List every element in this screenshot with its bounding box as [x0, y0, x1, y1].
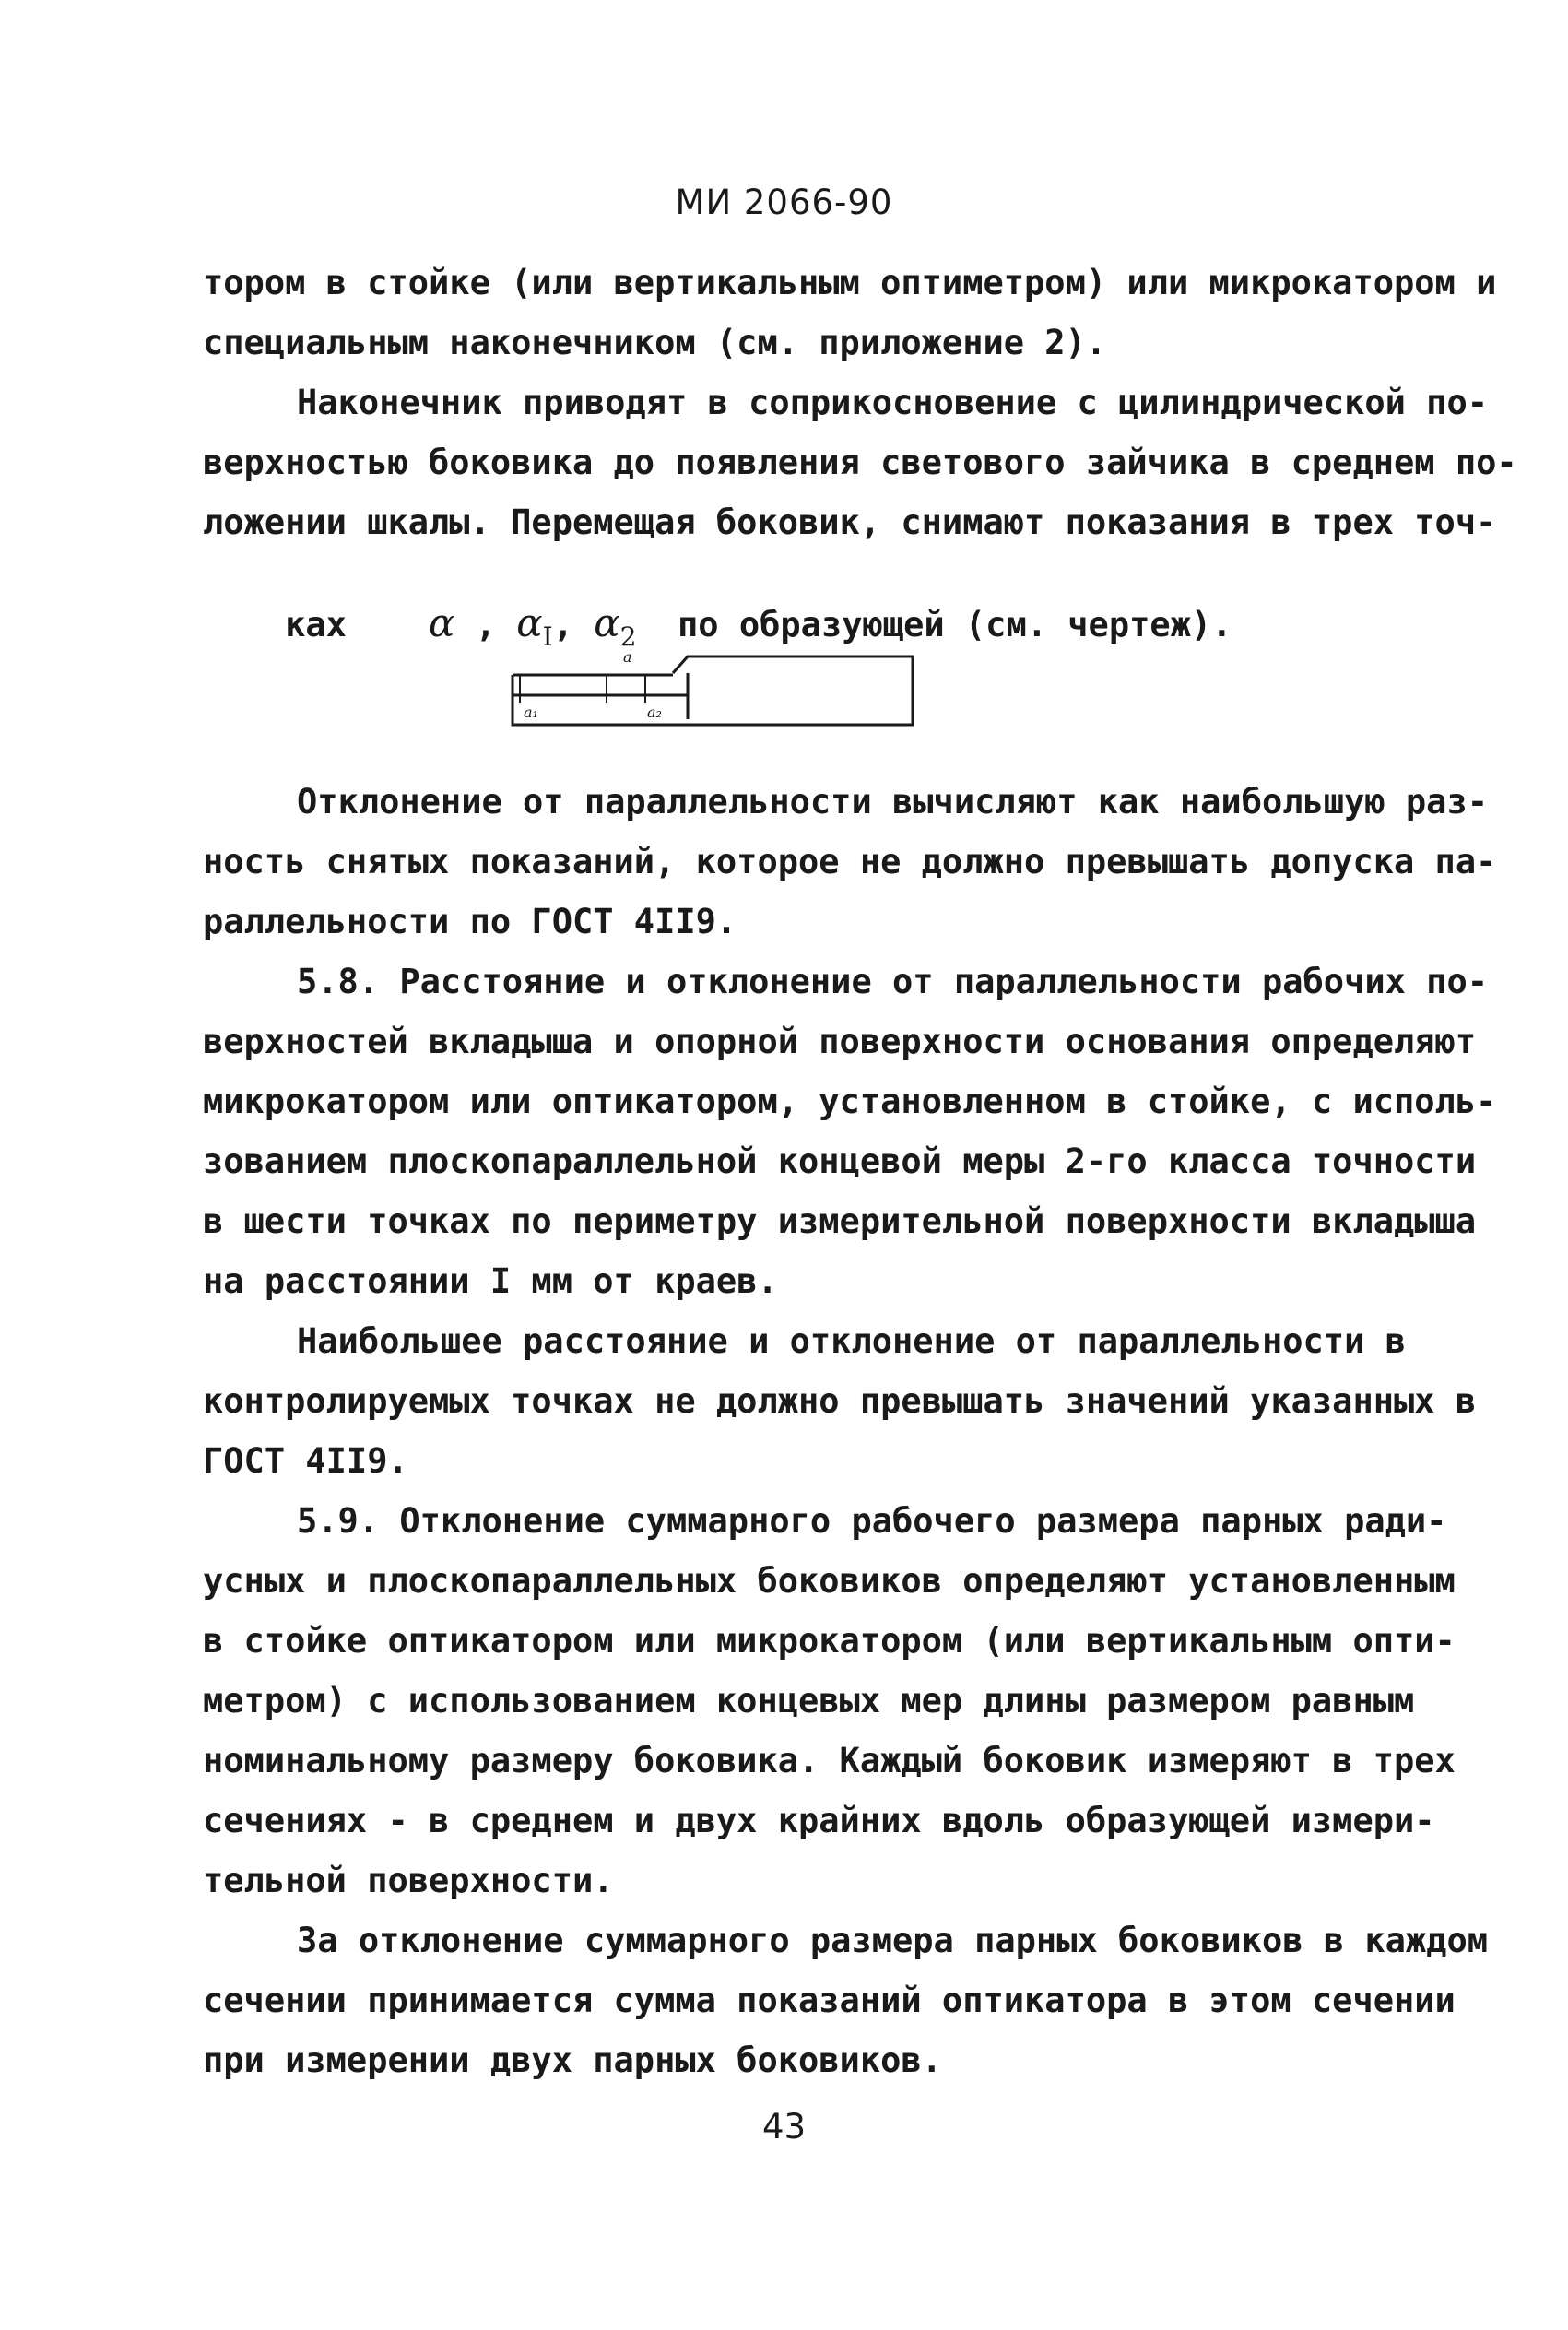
alpha-2-subscript: 2	[619, 621, 637, 652]
alpha-2-symbol	[594, 600, 637, 652]
text-line: зованием плоскопараллельной концевой меры 2-го класса точности	[203, 1141, 1477, 1181]
text-line: верхностей вкладыша и опорной поверхности основания определяют	[203, 1022, 1477, 1061]
text-line: номинальному размеру боковика. Каждый боковик измеряют в трех	[203, 1741, 1456, 1780]
text-line: 5.8. Расстояние и отклонение от параллельности рабочих по-	[297, 962, 1489, 1001]
text-line: метром) с использованием концевых мер длины размером равным	[203, 1681, 1415, 1721]
text-line: сечениях - в среднем и двух крайних вдоль образующей измери-	[203, 1801, 1435, 1840]
text-line: усных и плоскопараллельных боковиков определяют установленным	[203, 1561, 1456, 1601]
side-piece-drawing	[507, 645, 922, 733]
text-line: контролируемых точках не должно превышать значений указанных в	[203, 1381, 1477, 1421]
points-suffix: по образующей (см. чертеж).	[678, 605, 1232, 645]
diagram-label-a2: a₂	[647, 704, 662, 721]
text-line: ность снятых показаний, которое не должно превышать допуска па-	[203, 842, 1497, 881]
alpha-1-symbol	[516, 600, 553, 652]
text-line: микрокатором или оптикатором, установленном в стойке, с исполь-	[203, 1082, 1497, 1121]
alpha-2-base: α	[594, 600, 620, 645]
text-line: при измерении двух парных боковиков.	[203, 2040, 942, 2080]
page-number: 43	[761, 2107, 807, 2147]
text-line: сечении принимается сумма показаний оптикатора в этом сечении	[203, 1981, 1456, 2020]
points-prefix: ках	[285, 605, 347, 645]
diagram-label-a1: a₁	[524, 704, 538, 721]
alpha-symbol: α	[429, 600, 455, 645]
text-line: ложении шкалы. Перемещая боковик, снимают показания в трех точ-	[203, 503, 1497, 542]
text-line: верхностью боковика до появления светового зайчика в среднем по-	[203, 443, 1517, 482]
text-line: 5.9. Отклонение суммарного рабочего размера парных ради-	[297, 1501, 1447, 1541]
text-line: раллельности по ГОСТ 4II9.	[203, 902, 737, 941]
comma: ,	[552, 605, 573, 645]
text-line: тельной поверхности.	[203, 1861, 614, 1900]
diagram-label-a: a	[623, 648, 632, 666]
text-line: За отклонение суммарного размера парных боковиков в каждом	[297, 1921, 1489, 1960]
text-line: Отклонение от параллельности вычисляют как наибольшую раз-	[297, 782, 1489, 822]
text-line: Наконечник приводят в соприкосновение с цилиндрической по-	[297, 383, 1489, 422]
text-line: специальным наконечником (см. приложение 2).	[203, 323, 1107, 362]
document-header: МИ 2066-90	[675, 183, 893, 222]
text-line: в стойке оптикатором или микрокатором (или вертикальным опти-	[203, 1621, 1456, 1661]
text-line: на расстоянии I мм от краев.	[203, 1261, 778, 1301]
comma: ,	[475, 605, 496, 645]
text-line: в шести точках по периметру измерительной поверхности вкладыша	[203, 1201, 1477, 1241]
alpha-1-subscript: I	[542, 621, 553, 652]
alpha-1-base: α	[516, 600, 543, 645]
text-line: ГОСТ 4II9.	[203, 1441, 408, 1481]
text-line: Наибольшее расстояние и отклонение от параллельности в	[297, 1321, 1406, 1361]
text-line: тором в стойке (или вертикальным оптиметром) или микрокатором и	[203, 263, 1497, 302]
